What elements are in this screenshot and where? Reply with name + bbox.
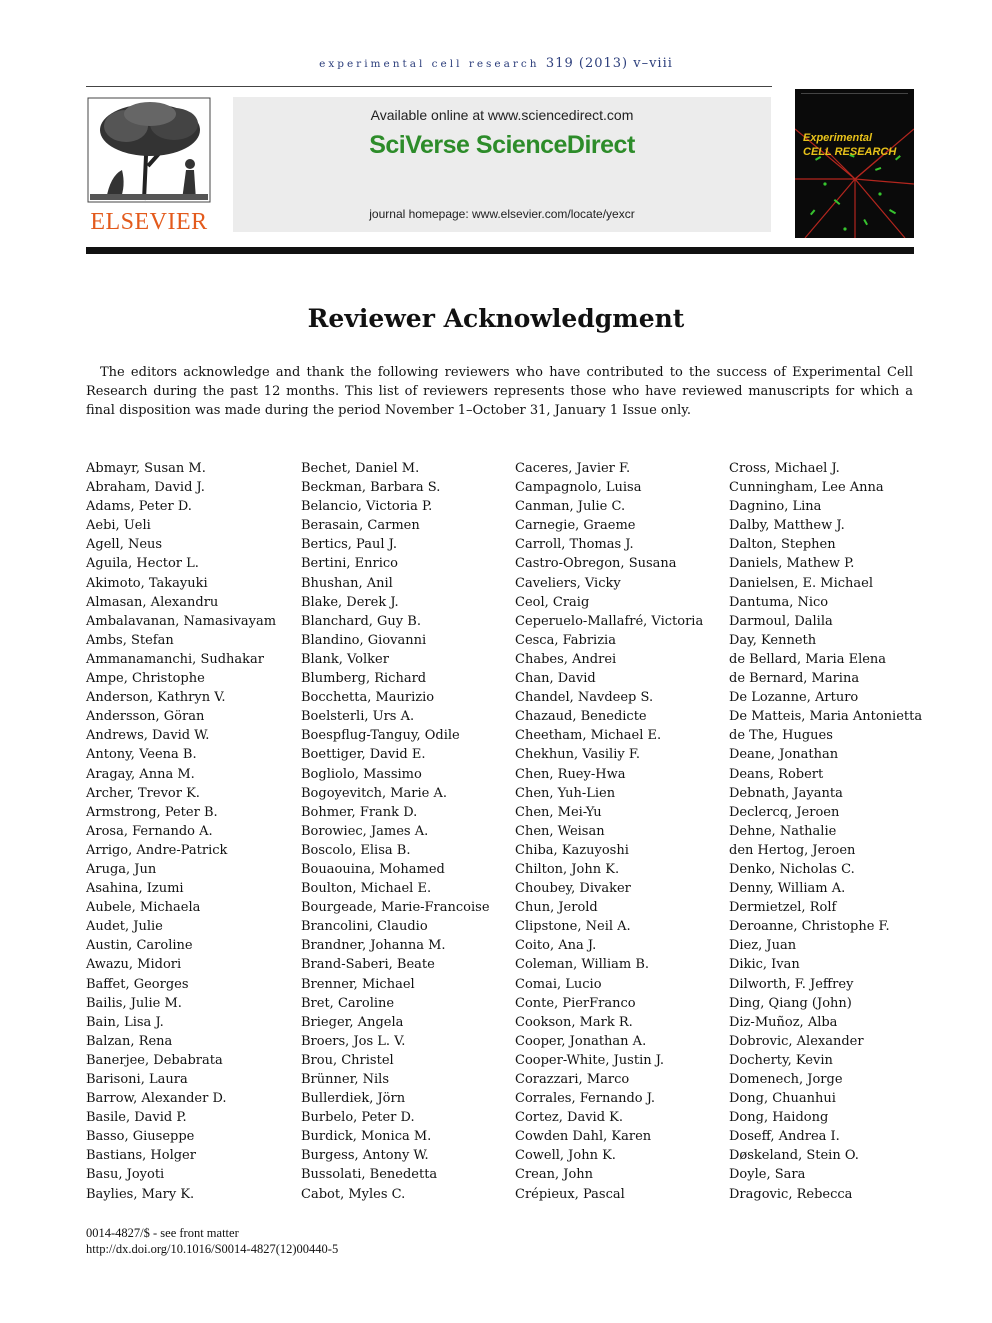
reviewer-name: Dehne, Nathalie	[729, 823, 837, 839]
reviewer-name: Anderson, Kathryn V.	[86, 690, 226, 706]
reviewer-name: Cowell, John K.	[515, 1148, 616, 1164]
reviewer-name: Dantuma, Nico	[729, 594, 829, 610]
cover-title-line2: CELL RESEARCH	[803, 146, 897, 158]
reviewer-name: Blake, Derek J.	[301, 594, 399, 610]
reviewer-name: Bohmer, Frank D.	[301, 804, 418, 820]
reviewer-name: Dilworth, F. Jeffrey	[729, 976, 854, 992]
sciverse-brand: SciVerse ScienceDirect	[369, 131, 635, 159]
reviewer-name: Abraham, David J.	[86, 480, 205, 496]
reviewer-name: Dagnino, Lina	[729, 499, 822, 515]
reviewer-name: Bain, Lisa J.	[86, 1014, 164, 1030]
reviewer-name: Brenner, Michael	[301, 976, 415, 992]
reviewer-name: Burdick, Monica M.	[301, 1129, 432, 1145]
reviewer-name: Cooper, Jonathan A.	[515, 1033, 647, 1049]
reviewer-name: Dikic, Ivan	[729, 957, 800, 973]
reviewer-name: Ambalavanan, Namasivayam	[86, 613, 277, 629]
footer	[86, 1225, 338, 1257]
reviewer-name: Bhushan, Anil	[301, 575, 393, 591]
elsevier-logo	[86, 96, 212, 236]
reviewer-name: Chekhun, Vasiliy F.	[515, 747, 640, 763]
reviewer-column-3	[515, 459, 703, 1204]
reviewer-name: Aragay, Anna M.	[86, 766, 195, 782]
reviewer-name: Carroll, Thomas J.	[515, 537, 634, 553]
page-title: Reviewer Acknowledgment	[307, 304, 685, 333]
reviewer-name: Caveliers, Vicky	[515, 575, 621, 591]
reviewer-name: Bocchetta, Maurizio	[301, 690, 435, 706]
reviewer-name: Dermietzel, Rolf	[729, 900, 837, 916]
reviewer-name: Bogliolo, Massimo	[301, 766, 422, 782]
reviewer-name: Blank, Volker	[301, 651, 389, 667]
reviewer-name: Cesca, Fabrizia	[515, 632, 616, 648]
reviewer-name: Cookson, Mark R.	[515, 1014, 633, 1030]
journal-name: experimental cell research	[319, 58, 540, 70]
reviewer-name: de Bellard, Maria Elena	[729, 651, 887, 667]
reviewer-name: Asahina, Izumi	[86, 881, 184, 897]
reviewer-name: Berasain, Carmen	[301, 518, 420, 534]
reviewer-name: Corazzari, Marco	[515, 1072, 630, 1087]
reviewer-name: Bret, Caroline	[301, 995, 395, 1011]
reviewer-name: Crépieux, Pascal	[515, 1186, 625, 1202]
reviewer-name: Agell, Neus	[86, 537, 163, 553]
reviewer-name: Declercq, Jeroen	[729, 804, 840, 820]
reviewer-name: Docherty, Kevin	[729, 1052, 833, 1068]
reviewer-name: Basu, Joyoti	[86, 1167, 165, 1183]
reviewer-name: Cowden Dahl, Karen	[515, 1129, 652, 1145]
reviewer-name: Caceres, Javier F.	[515, 461, 631, 476]
reviewer-name: Clipstone, Neil A.	[515, 919, 631, 935]
reviewer-name: Banerjee, Debabrata	[86, 1052, 223, 1068]
reviewer-name: Diz-Muñoz, Alba	[729, 1014, 838, 1030]
reviewer-name: Almasan, Alexandru	[86, 594, 219, 610]
reviewer-name: Castro-Obregon, Susana	[515, 556, 677, 572]
reviewer-name: Chazaud, Benedicte	[515, 709, 647, 725]
reviewer-name: Abmayr, Susan M.	[86, 461, 206, 476]
journal-cover	[795, 89, 914, 238]
reviewer-name: Coleman, William B.	[515, 957, 649, 973]
reviewer-name: Deans, Robert	[729, 766, 824, 782]
issn-line: 0014-4827/$ - see front matter	[86, 1226, 239, 1240]
reviewer-name: Coito, Ana J.	[515, 938, 597, 954]
reviewer-name: Campagnolo, Luisa	[515, 480, 642, 496]
reviewer-name: Arrigo, Andre-Patrick	[86, 842, 228, 858]
reviewer-name: Arosa, Fernando A.	[86, 823, 213, 839]
reviewer-name: Brand-Saberi, Beate	[301, 957, 435, 973]
reviewer-name: Boelsterli, Urs A.	[301, 709, 415, 725]
reviewer-name: Burbelo, Peter D.	[301, 1110, 415, 1126]
reviewer-name: Corrales, Fernando J.	[515, 1091, 656, 1107]
reviewer-column-2	[301, 459, 490, 1204]
reviewer-name: Ding, Qiang (John)	[729, 995, 852, 1011]
reviewer-name: Dalby, Matthew J.	[729, 518, 845, 534]
journal-homepage: journal homepage: www.elsevier.com/locate/yexcr	[369, 207, 635, 221]
reviewer-name: Chen, Yuh-Lien	[515, 785, 616, 801]
reviewer-name: Ceperuelo-Mallafré, Victoria	[515, 613, 704, 629]
reviewer-name: Bogoyevitch, Marie A.	[301, 785, 447, 801]
cover-art-icon	[795, 89, 914, 238]
reviewer-name: Bullerdiek, Jörn	[301, 1091, 406, 1107]
reviewer-name: Dobrovic, Alexander	[729, 1033, 864, 1049]
reviewer-name: Adams, Peter D.	[86, 499, 192, 515]
reviewer-name: Chun, Jerold	[515, 900, 598, 916]
reviewer-name: Beckman, Barbara S.	[301, 480, 441, 496]
running-head	[0, 56, 992, 71]
reviewer-name: Bailis, Julie M.	[86, 995, 182, 1011]
reviewer-name: Darmoul, Dalila	[729, 613, 833, 629]
reviewer-name: Chilton, John K.	[515, 861, 620, 877]
reviewer-name: Baffet, Georges	[86, 976, 189, 992]
reviewer-name: Aebi, Ueli	[86, 518, 151, 534]
reviewer-name: Awazu, Midori	[86, 957, 182, 973]
reviewer-column-4	[729, 459, 922, 1204]
reviewer-name: Daniels, Mathew P.	[729, 556, 855, 572]
reviewer-name: Conte, PierFranco	[515, 995, 636, 1011]
reviewer-name: Bussolati, Benedetta	[301, 1167, 438, 1183]
reviewer-name: Deane, Jonathan	[729, 747, 839, 763]
volume-pages: 319 (2013) v–viii	[545, 56, 673, 71]
reviewer-name: Basso, Giuseppe	[86, 1129, 195, 1145]
reviewer-name: Blanchard, Guy B.	[301, 613, 421, 629]
reviewer-name: Brou, Christel	[301, 1052, 394, 1068]
reviewer-name: Dong, Chuanhui	[729, 1091, 836, 1107]
reviewer-name: Antony, Veena B.	[86, 747, 197, 763]
reviewer-name: den Hertog, Jeroen	[729, 842, 856, 858]
reviewer-name: Deroanne, Christophe F.	[729, 919, 890, 935]
reviewer-name: Cunningham, Lee Anna	[729, 480, 884, 496]
cover-title-line1: Experimental	[803, 132, 873, 144]
reviewer-column-1	[86, 459, 276, 1204]
reviewer-name: Choubey, Divaker	[515, 881, 631, 897]
reviewer-name: Dragovic, Rebecca	[729, 1186, 853, 1202]
doi-link[interactable]: http://dx.doi.org/10.1016/S0014-4827(12)00440-5	[86, 1242, 339, 1256]
reviewer-name: Diez, Juan	[729, 938, 797, 954]
reviewer-name: Chabes, Andrei	[515, 651, 617, 667]
reviewer-name: Austin, Caroline	[86, 938, 193, 954]
reviewer-name: De Lozanne, Arturo	[729, 690, 859, 706]
reviewer-name: Cortez, David K.	[515, 1110, 623, 1126]
tree-icon	[86, 96, 212, 204]
reviewer-name: Canman, Julie C.	[515, 499, 626, 515]
reviewer-name: Boespflug-Tanguy, Odile	[301, 728, 460, 744]
reviewer-name: Aruga, Jun	[86, 861, 157, 877]
reviewer-name: De Matteis, Maria Antonietta	[729, 709, 923, 725]
reviewer-name: Chen, Mei-Yu	[515, 804, 602, 820]
reviewer-name: Basile, David P.	[86, 1110, 187, 1126]
reviewer-name: Crean, John	[515, 1167, 594, 1183]
top-rule	[86, 86, 772, 87]
reviewer-name: Blandino, Giovanni	[301, 632, 427, 648]
reviewer-name: Boettiger, David E.	[301, 747, 426, 763]
reviewer-name: Denko, Nicholas C.	[729, 861, 855, 877]
sciencedirect-banner	[233, 97, 771, 232]
reviewer-name: Belancio, Victoria P.	[301, 499, 433, 515]
reviewer-name: Chen, Ruey-Hwa	[515, 766, 626, 782]
reviewer-name: Debnath, Jayanta	[729, 785, 843, 801]
reviewer-name: Andersson, Göran	[86, 709, 205, 725]
reviewer-name: Ceol, Craig	[515, 594, 590, 610]
reviewer-name: Borowiec, James A.	[301, 823, 429, 839]
reviewer-name: Blumberg, Richard	[301, 671, 427, 687]
reviewer-name: Ambs, Stefan	[86, 632, 174, 648]
reviewer-name: Brandner, Johanna M.	[301, 938, 446, 954]
reviewer-name: Balzan, Rena	[86, 1033, 173, 1049]
reviewer-name: Ammanamanchi, Sudhakar	[86, 651, 265, 667]
reviewer-name: Bertics, Paul J.	[301, 537, 397, 553]
reviewer-name: Brieger, Angela	[301, 1014, 404, 1030]
reviewer-name: Doseff, Andrea I.	[729, 1129, 840, 1145]
available-online: Available online at www.sciencedirect.com	[370, 107, 634, 123]
publisher-name: ELSEVIER	[90, 209, 208, 235]
reviewer-name: Cooper-White, Justin J.	[515, 1052, 665, 1068]
reviewer-name: Archer, Trevor K.	[86, 785, 200, 801]
reviewer-name: Day, Kenneth	[729, 632, 817, 648]
reviewer-name: Chen, Weisan	[515, 823, 605, 839]
reviewer-name: Audet, Julie	[86, 919, 163, 935]
reviewer-name: Barrow, Alexander D.	[86, 1091, 227, 1107]
reviewer-name: Brünner, Nils	[301, 1072, 389, 1087]
reviewer-name: de Bernard, Marina	[729, 671, 860, 687]
reviewer-name: Dong, Haidong	[729, 1110, 829, 1126]
reviewer-name: Cheetham, Michael E.	[515, 728, 662, 744]
reviewer-name: Boscolo, Elisa B.	[301, 842, 411, 858]
reviewer-name: Bastians, Holger	[86, 1148, 196, 1164]
reviewer-name: Boulton, Michael E.	[301, 881, 432, 897]
reviewer-name: Andrews, David W.	[86, 728, 210, 744]
reviewer-name: Bourgeade, Marie-Francoise	[301, 900, 490, 916]
header-rule	[86, 247, 914, 254]
reviewer-name: Danielsen, E. Michael	[729, 575, 874, 591]
reviewer-name: Aguila, Hector L.	[86, 556, 199, 572]
reviewer-name: Cabot, Myles C.	[301, 1186, 406, 1202]
reviewer-name: Denny, William A.	[729, 881, 846, 897]
reviewer-name: Brancolini, Claudio	[301, 919, 428, 935]
reviewer-name: Bertini, Enrico	[301, 556, 398, 572]
reviewer-name: Chan, David	[515, 671, 596, 687]
reviewer-name: Chandel, Navdeep S.	[515, 690, 654, 706]
reviewer-name: Døskeland, Stein O.	[729, 1148, 859, 1164]
reviewer-name: Ampe, Christophe	[86, 671, 205, 687]
reviewer-name: Carnegie, Graeme	[515, 518, 636, 534]
reviewer-name: Bechet, Daniel M.	[301, 461, 420, 476]
reviewer-name: Broers, Jos L. V.	[301, 1033, 406, 1049]
reviewer-name: Comai, Lucio	[515, 976, 602, 992]
intro-paragraph: The editors acknowledge and thank the following reviewers who have contributed to the success of Experimental Cell Research during the past 12 months. This list of reviewers represents those who have reviewed manuscripts for which a final disposition was made during the period November 1–October 31, January 1 Issue only.	[86, 365, 913, 419]
reviewer-name: Barisoni, Laura	[86, 1072, 188, 1087]
reviewer-name: Armstrong, Peter B.	[86, 804, 218, 820]
reviewer-name: Baylies, Mary K.	[86, 1186, 195, 1202]
reviewer-name: Doyle, Sara	[729, 1167, 806, 1183]
reviewer-name: de The, Hugues	[729, 728, 833, 744]
reviewer-name: Cross, Michael J.	[729, 461, 840, 476]
reviewer-name: Burgess, Antony W.	[301, 1148, 429, 1164]
reviewer-name: Akimoto, Takayuki	[86, 575, 208, 591]
reviewer-name: Aubele, Michaela	[86, 900, 201, 916]
reviewer-name: Bouaouina, Mohamed	[301, 861, 445, 877]
reviewer-name: Dalton, Stephen	[729, 537, 836, 553]
reviewer-name: Chiba, Kazuyoshi	[515, 842, 629, 858]
reviewer-name: Domenech, Jorge	[729, 1072, 843, 1087]
